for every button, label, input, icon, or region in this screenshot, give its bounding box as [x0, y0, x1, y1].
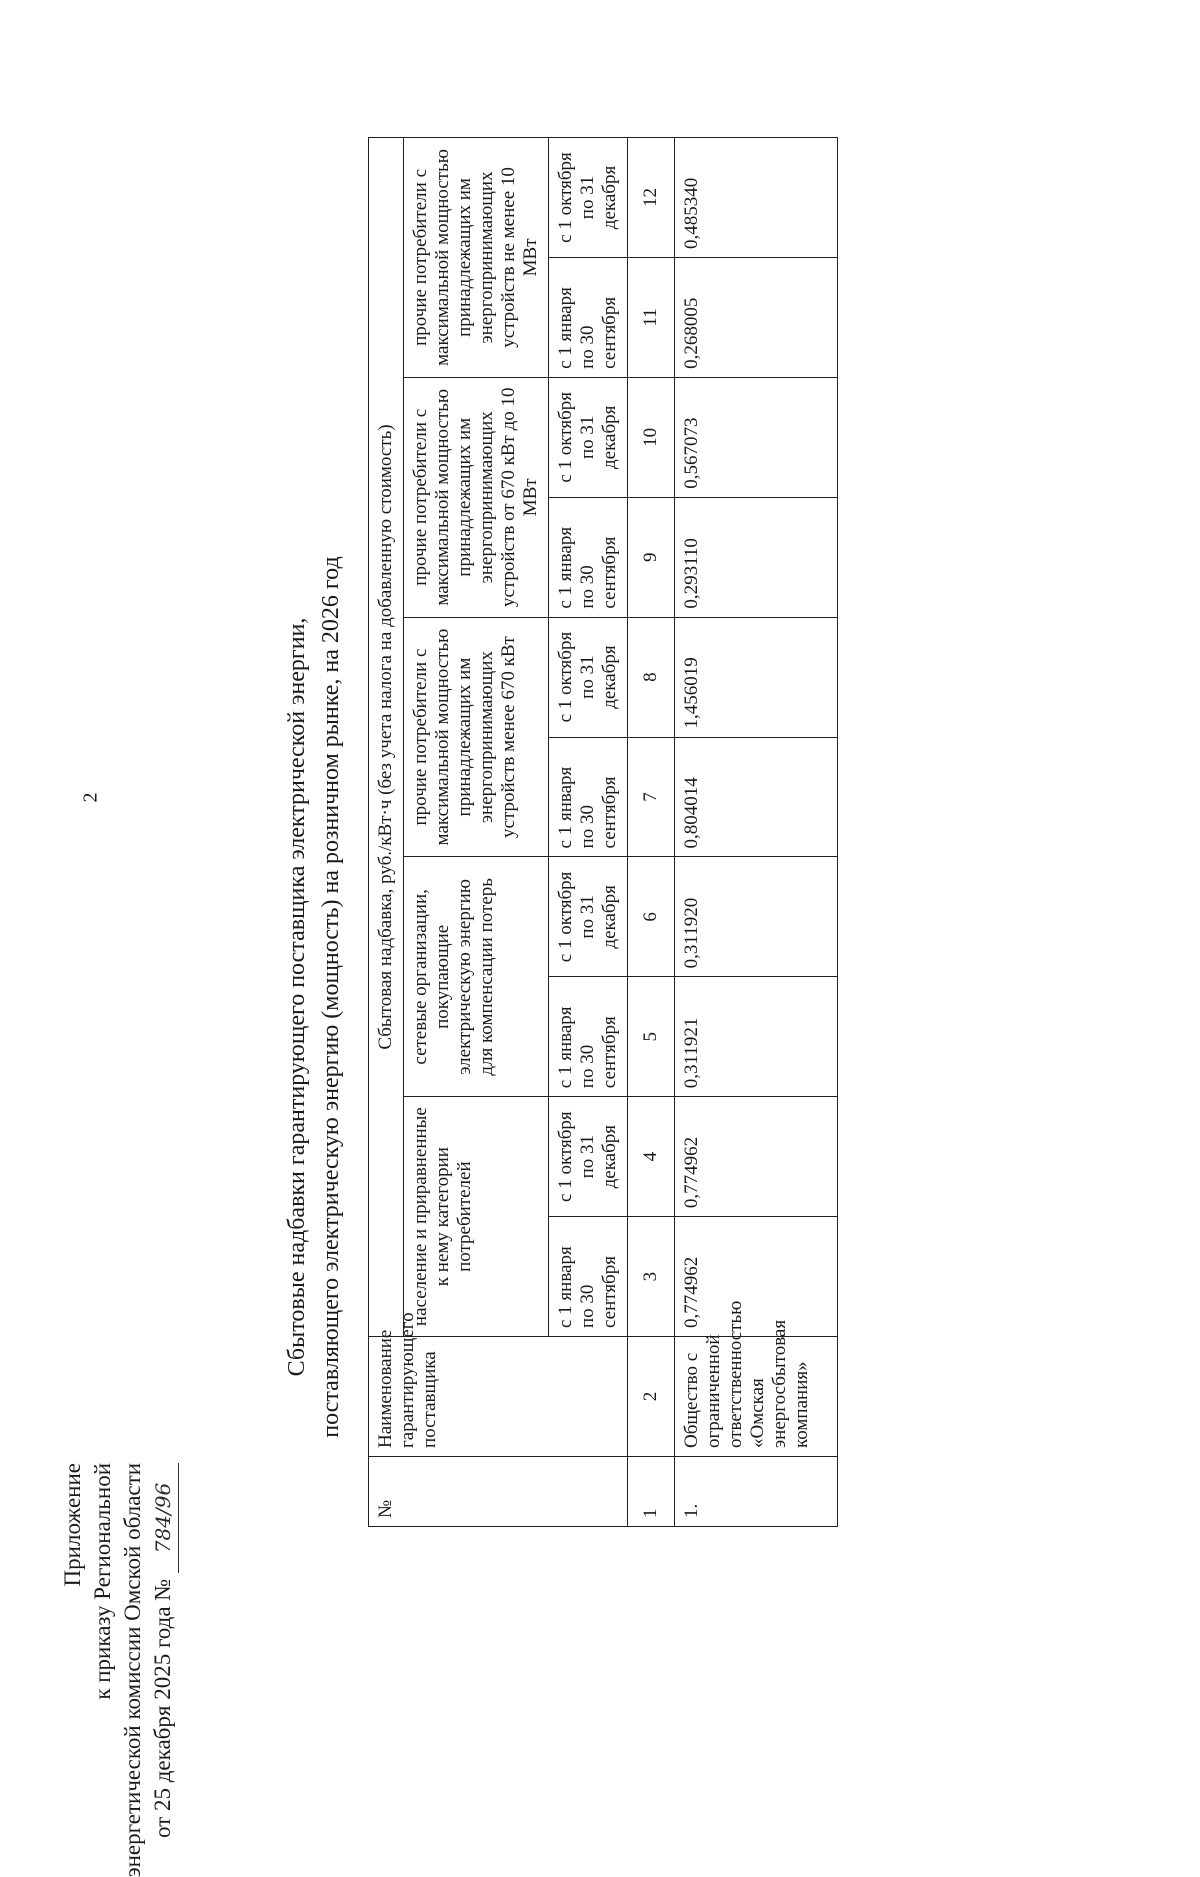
category-population: население и приравненные к нему категории потребителей [404, 1097, 549, 1337]
title-line-2: поставляющего электрическую энергию (мощность) на розничном рынке, на 2026 год [318, 556, 344, 1438]
header-row-periods [549, 138, 628, 1527]
markup-value: 0,804014 [675, 737, 838, 857]
column-index: 7 [628, 737, 675, 857]
header-row-group [369, 138, 404, 1527]
period-header: с 1 октября по 31 декабря [549, 1097, 628, 1217]
order-number-handwritten: 784/96 [148, 1463, 179, 1573]
column-index: 10 [628, 377, 675, 497]
column-index: 9 [628, 497, 675, 617]
category-over-10mw: прочие потребители с максимальной мощностью принадлежащих им энергопринимающих устройств не менее 10 МВт [404, 138, 549, 378]
col-header-supplier-name: Наименование гарантирующего поставщика [369, 1337, 628, 1457]
markup-value: 0,311920 [675, 857, 838, 977]
page-number: 2 [79, 792, 102, 803]
col-header-markup-group: Сбытовая надбавка, руб./кВт·ч (без учета налога на добавленную стоимость) [369, 138, 404, 1337]
column-index: 5 [628, 977, 675, 1097]
appendix-line-2: к приказу Региональной [90, 1463, 115, 1700]
period-header: с 1 января по 30 сентября [549, 737, 628, 857]
period-header: с 1 октября по 31 декабря [549, 377, 628, 497]
column-index: 12 [628, 138, 675, 258]
markup-value: 0,485340 [675, 138, 838, 258]
document-title [280, 547, 348, 1447]
markup-value: 0,774962 [675, 1097, 838, 1217]
markup-value: 0,268005 [675, 257, 838, 377]
period-header: с 1 января по 30 сентября [549, 977, 628, 1097]
markup-value: 0,293110 [675, 497, 838, 617]
column-index: 6 [628, 857, 675, 977]
category-670kw-10mw: прочие потребители с максимальной мощностью принадлежащих им энергопринимающих устройств от 670 кВт до 10 МВт [404, 377, 549, 617]
column-index-row [628, 138, 675, 1527]
col-header-number: № [369, 1457, 628, 1527]
period-header: с 1 октября по 31 декабря [549, 138, 628, 258]
period-header: с 1 января по 30 сентября [549, 1217, 628, 1337]
column-index: 11 [628, 257, 675, 377]
column-index: 2 [628, 1337, 675, 1457]
title-line-1: Сбытовые надбавки гарантирующего поставщика электрической энергии, [284, 617, 310, 1377]
column-index: 8 [628, 617, 675, 737]
period-header: с 1 января по 30 сентября [549, 257, 628, 377]
appendix-line-1: Приложение [60, 1463, 85, 1587]
markup-value: 0,774962 [675, 1217, 838, 1337]
period-header: с 1 октября по 31 декабря [549, 857, 628, 977]
appendix-header [58, 1463, 179, 1877]
markup-value: 0,567073 [675, 377, 838, 497]
appendix-line-3: энергетической комиссии Омской области [120, 1463, 145, 1877]
period-header: с 1 октября по 31 декабря [549, 617, 628, 737]
header-row-categories [404, 138, 549, 1527]
markup-table [368, 137, 838, 1527]
category-under-670kw: прочие потребители с максимальной мощностью принадлежащих им энергопринимающих устройств менее 670 кВт [404, 617, 549, 857]
period-header: с 1 января по 30 сентября [549, 497, 628, 617]
markup-value: 0,311921 [675, 977, 838, 1097]
column-index: 4 [628, 1097, 675, 1217]
supplier-name: Общество с ограниченной ответственностью «Омская энергосбытовая компания» [675, 1337, 838, 1457]
column-index: 1 [628, 1457, 675, 1527]
appendix-line-4 [148, 1463, 179, 1877]
table-row [675, 138, 838, 1527]
markup-value: 1,456019 [675, 617, 838, 737]
category-grid-organizations: сетевые организации, покупающие электрическую энергию для компенсации потерь [404, 857, 549, 1097]
row-number: 1. [675, 1457, 838, 1527]
order-date-text: от 25 декабря 2025 года № [150, 1578, 175, 1839]
column-index: 3 [628, 1217, 675, 1337]
